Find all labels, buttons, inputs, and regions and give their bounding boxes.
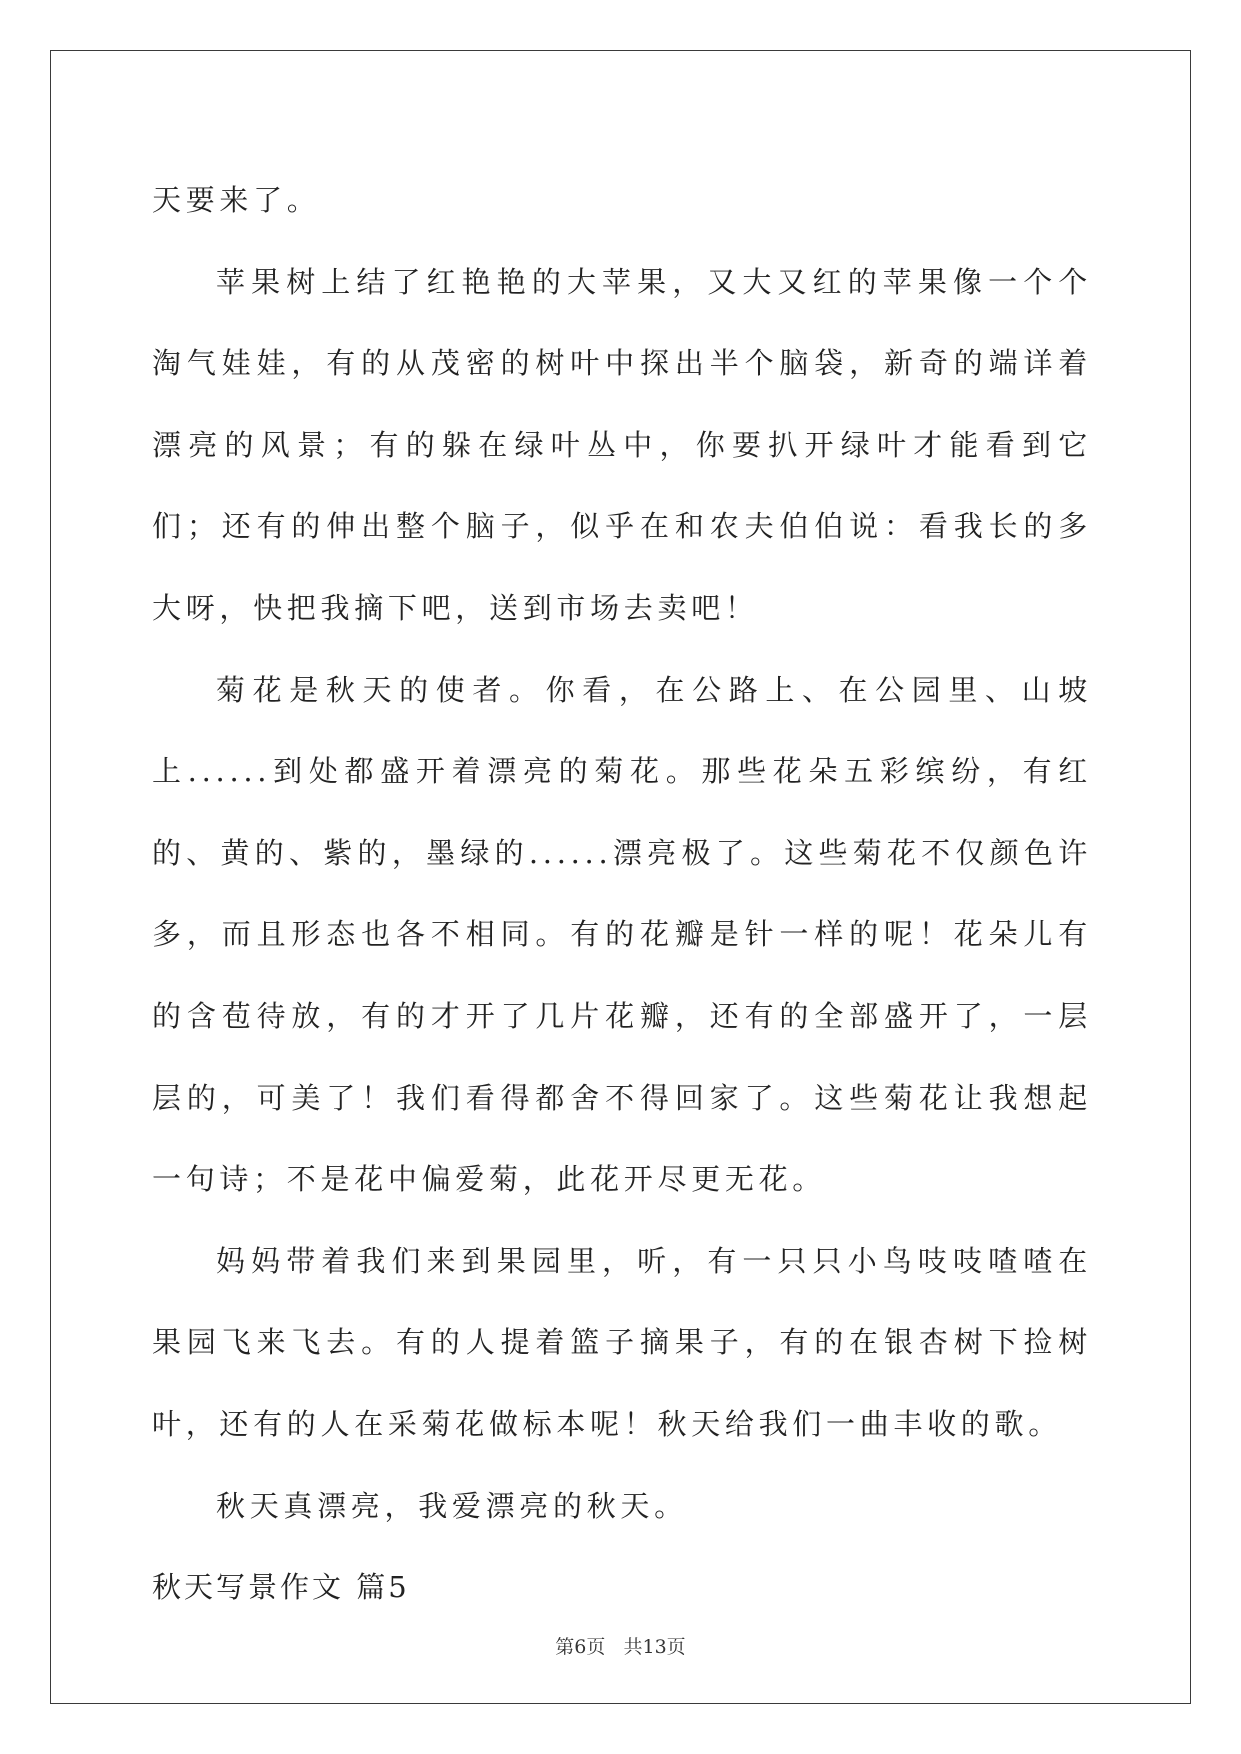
paragraph-apple-tree: 苹果树上结了红艳艳的大苹果，又大又红的苹果像一个个淘气娃娃，有的从茂密的树叶中探出半个脑袋，新奇的端详着漂亮的风景；有的躲在绿叶丛中，你要扒开绿叶才能看到它们；还有的伸出整个脑子，似乎在和农夫伯伯说：看我长的多大呀，快把我摘下吧，送到市场去卖吧！: [152, 264, 1092, 625]
paragraph-continuation: 天要来了。: [152, 183, 321, 217]
document-body: [152, 160, 1092, 1629]
paragraph-closing: 秋天真漂亮，我爱漂亮的秋天。: [216, 1488, 688, 1523]
section-heading: 秋天写景作文 篇5: [152, 1570, 410, 1605]
paragraph-chrysanthemum: 菊花是秋天的使者。你看，在公路上、在公园里、山坡上......到处都盛开着漂亮的菊花。那些花朵五彩缤纷，有红的、黄的、紫的，墨绿的......漂亮极了。这些菊花不仅颜色许多，而且形态也各不相同。有的花瓣是针一样的呢！花朵儿有的含苞待放，有的才开了几片花瓣，还有的全部盛开了，一层层的，可美了！我们看得都舍不得回家了。这些菊花让我想起一句诗；不是花中偏爱菊，此花开尽更无花。: [152, 672, 1092, 1197]
page-number-footer: 第6页 共13页: [555, 1636, 686, 1658]
paragraph-orchard: 妈妈带着我们来到果园里，听，有一只只小鸟吱吱喳喳在果园飞来飞去。有的人提着篮子摘果子，有的在银杏树下捡树叶，还有的人在采菊花做标本呢！秋天给我们一曲丰收的歌。: [152, 1243, 1092, 1441]
